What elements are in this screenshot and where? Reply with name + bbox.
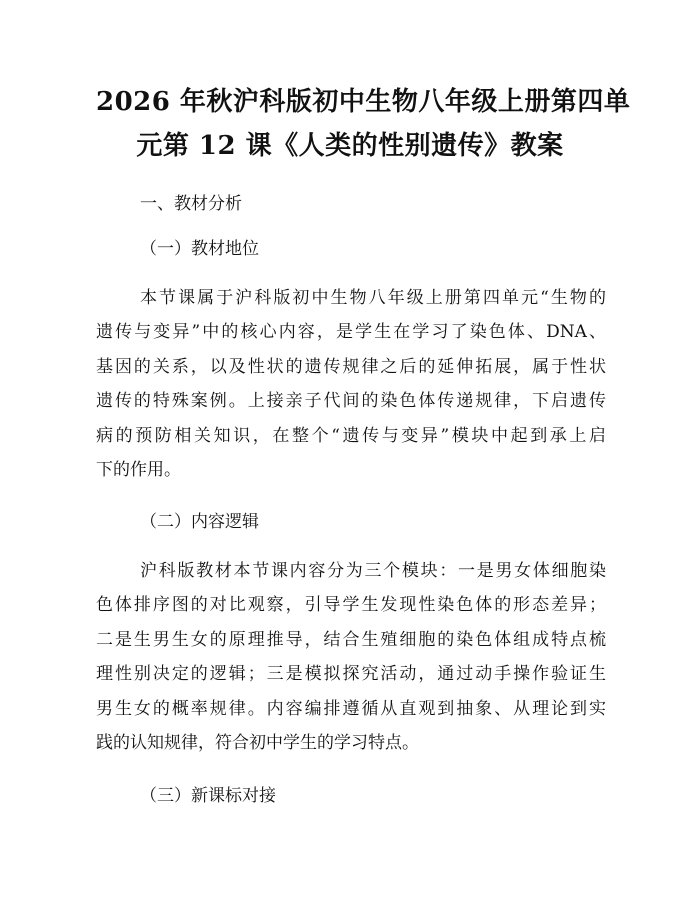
paragraph-position (96, 281, 606, 487)
subheading-logic: （二）内容逻辑 (140, 512, 259, 532)
section-heading-analysis: 一、教材分析 (140, 194, 242, 214)
title-line-1: 2026 年秋沪科版初中生物八年级上册第四单 (96, 87, 631, 117)
paragraph-line: 遗传与变异”中的核心内容，是学生在学习了染色体、DNA、 (96, 322, 606, 343)
paragraph-line: 下的作用。 (96, 460, 181, 481)
paragraph-logic (96, 554, 606, 760)
paragraph-line: 本节课属于沪科版初中生物八年级上册第四单元“生物的 (140, 288, 606, 308)
paragraph-line: 二是生男生女的原理推导，结合生殖细胞的染色体组成特点梳 (96, 629, 606, 650)
document-title (96, 80, 631, 168)
paragraph-line: 病的预防相关知识，在整个“遗传与变异”模块中起到承上启 (96, 425, 606, 446)
subheading-curriculum: （三）新课标对接 (140, 786, 276, 806)
paragraph-line: 沪科版教材本节课内容分为三个模块：一是男女体细胞染 (140, 561, 606, 581)
paragraph-line: 践的认知规律，符合初中学生的学习特点。 (96, 733, 419, 754)
paragraph-line: 男生女的概率规律。内容编排遵循从直观到抽象、从理论到实 (96, 698, 606, 719)
title-line-2: 元第 12 课《人类的性别遗传》教案 (136, 131, 564, 161)
paragraph-line: 遗传的特殊案例。上接亲子代间的染色体传递规律，下启遗传 (96, 391, 606, 412)
paragraph-line: 理性别决定的逻辑；三是模拟探究活动，通过动手操作验证生 (96, 664, 606, 685)
subheading-position: （一）教材地位 (140, 239, 259, 259)
paragraph-line: 色体排序图的对比观察，引导学生发现性染色体的形态差异； (96, 595, 606, 616)
paragraph-line: 基因的关系，以及性状的遗传规律之后的延伸拓展，属于性状 (96, 356, 606, 377)
